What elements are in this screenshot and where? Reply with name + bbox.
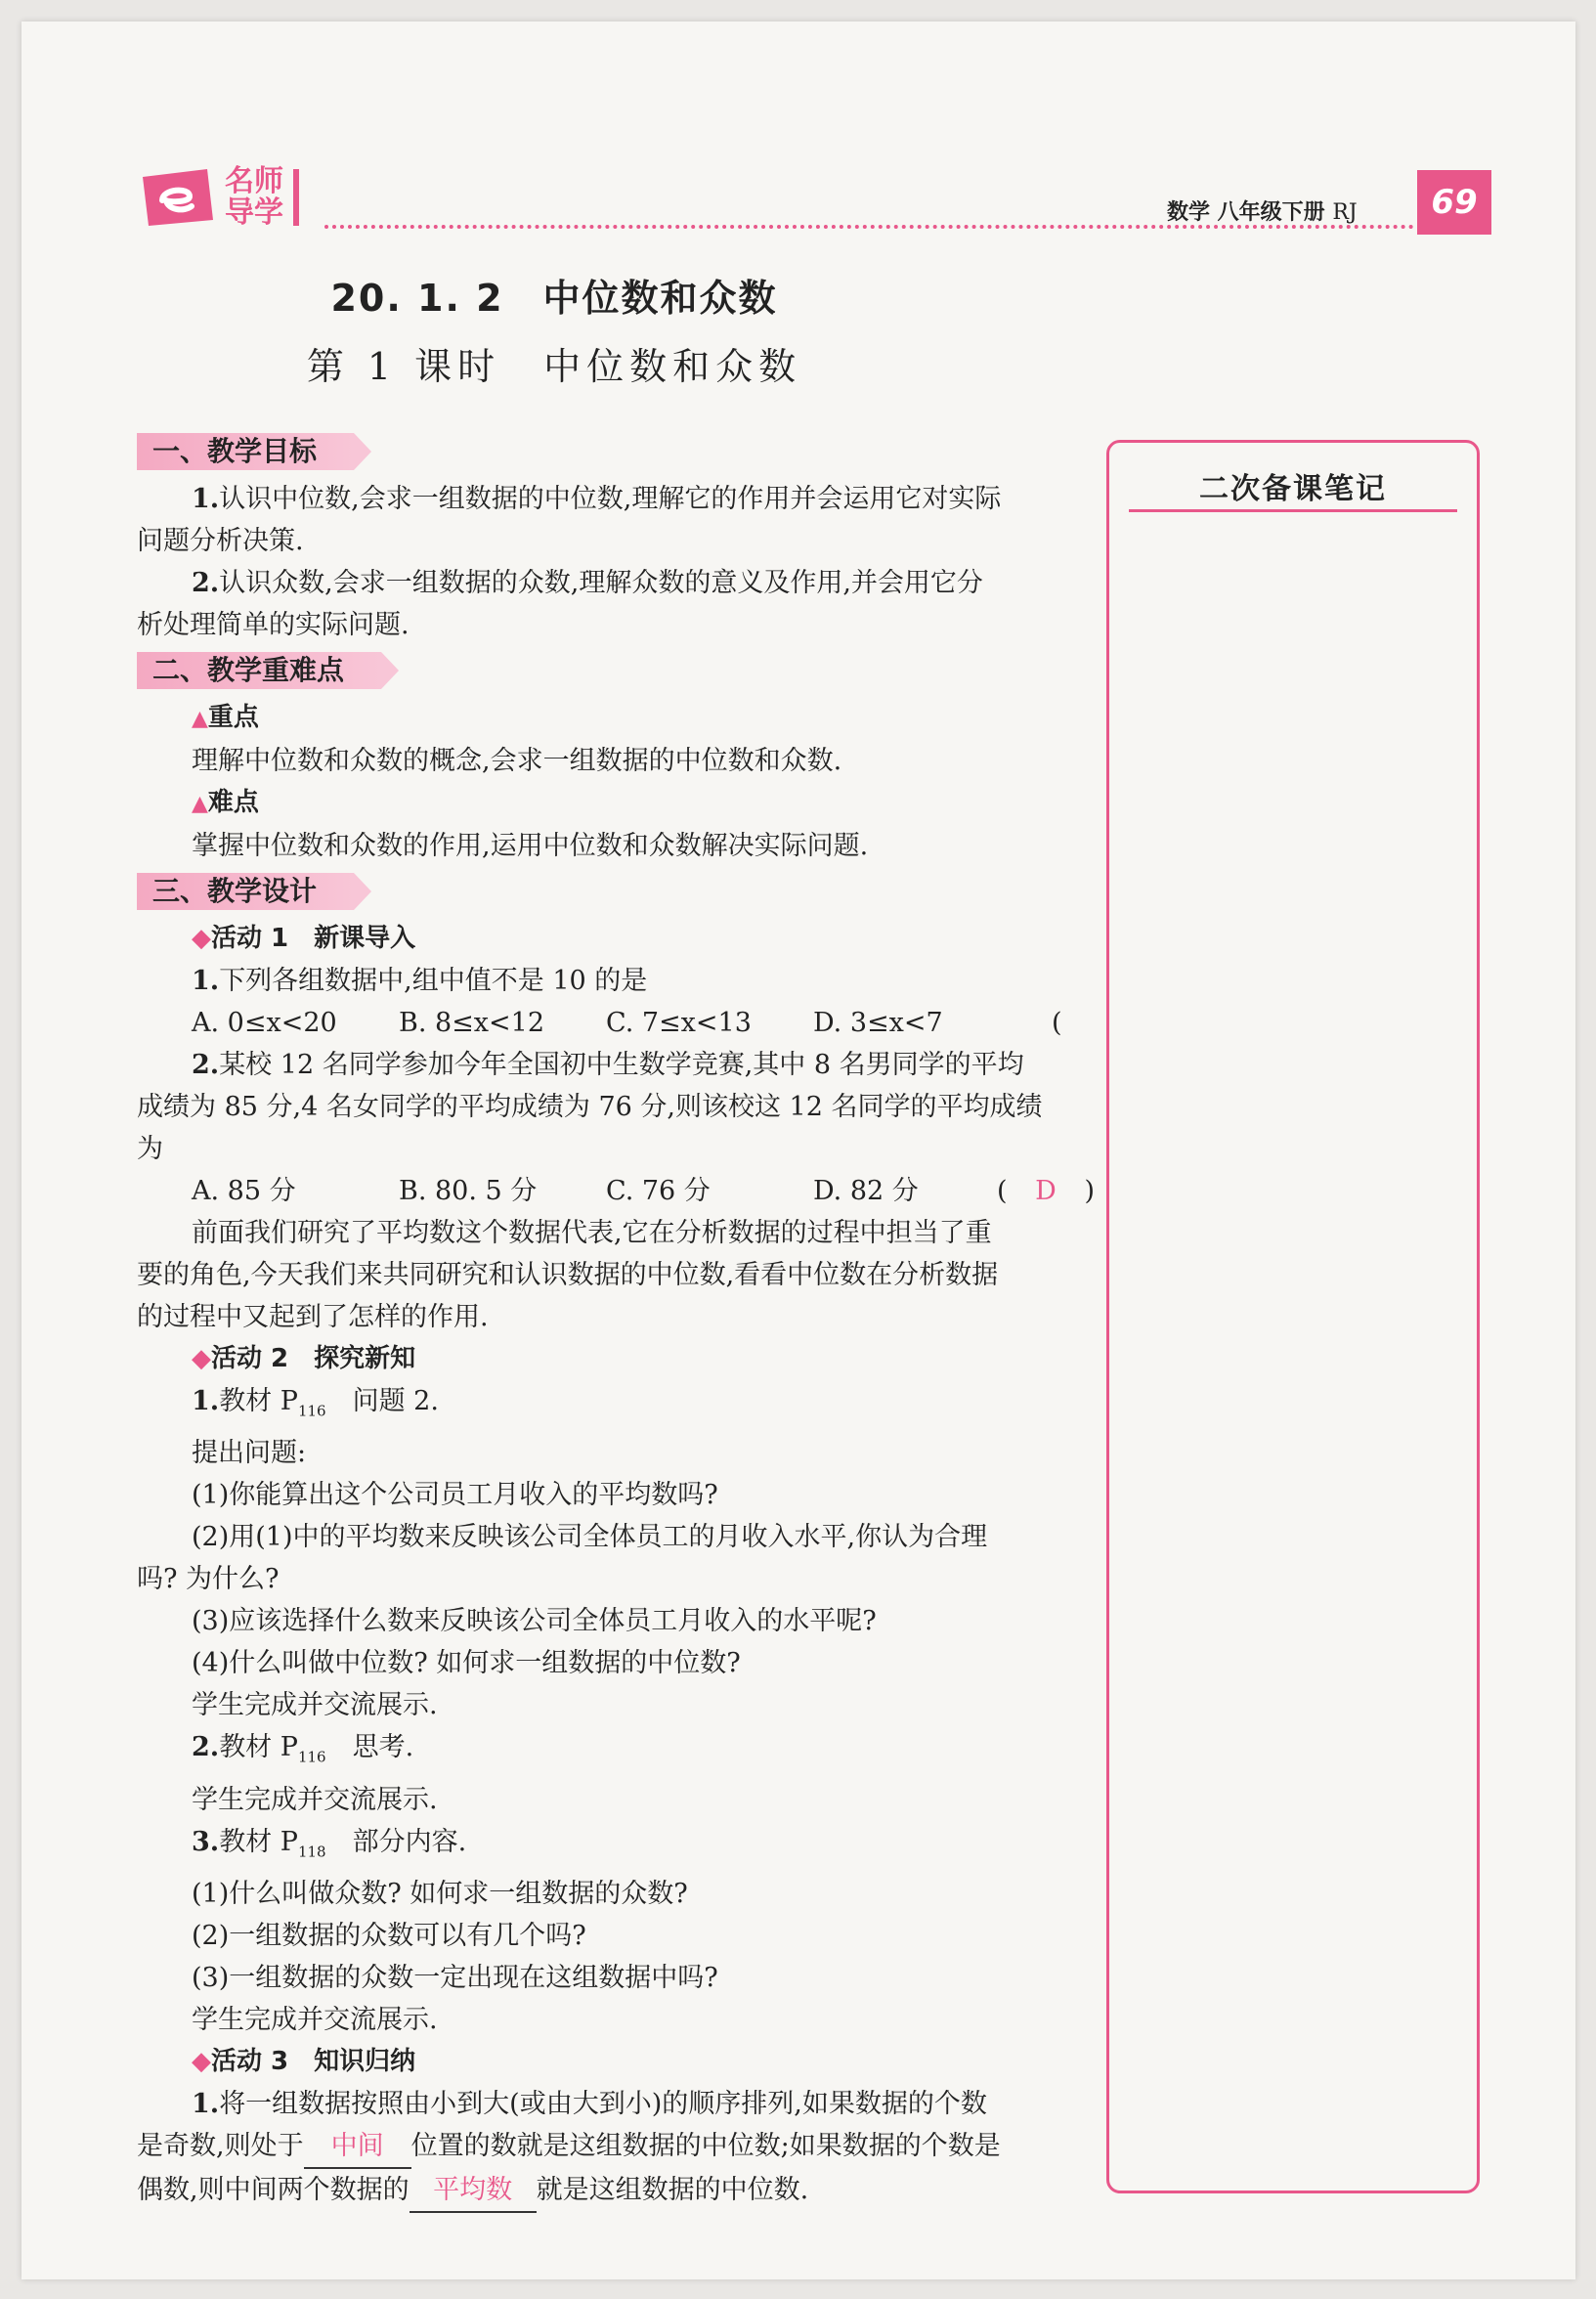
- section-heading-design: 三、教学设计: [137, 871, 1095, 912]
- answer-bracket: ( D ): [997, 1176, 1095, 1206]
- page: [22, 22, 1575, 2279]
- key-text: 理解中位数和众数的概念,会求一组数据的中位数和众数.: [192, 746, 842, 776]
- question-text: (3)一组数据的众数一定出现在这组数据中吗?: [192, 1963, 718, 1994]
- difficulty-text: 掌握中位数和众数的作用,运用中位数和众数解决实际问题.: [192, 831, 869, 861]
- summary-1-cont: 是奇数,则处于 中间 位置的数就是这组数据的中位数;如果数据的个数是: [137, 2125, 1095, 2169]
- option-a: A. 0≤x<20: [192, 1008, 337, 1038]
- option-b: B. 8≤x<12: [399, 1008, 545, 1038]
- publisher-logo: [137, 166, 299, 229]
- question-text: (4)什么叫做中位数? 如何求一组数据的中位数?: [192, 1648, 741, 1679]
- answer-blank: 中间: [304, 2125, 411, 2169]
- main-content: [137, 427, 1095, 2213]
- triangle-icon: ▲: [192, 792, 208, 816]
- header-subject: [1167, 195, 1358, 226]
- question-1: 1.下列各组数据中,组中值不是 10 的是 (: [137, 960, 1095, 1002]
- goal-2-cont: 析处理简单的实际问题.: [137, 610, 410, 640]
- lesson-title: 第 1 课时 中位数和众数: [306, 345, 802, 388]
- diamond-icon: ◆: [192, 2047, 211, 2077]
- question-2-cont: 成绩为 85 分,4 名女同学的平均成绩为 76 分,则该校这 12 名同学的平均成绩: [137, 1092, 1043, 1122]
- question-text: (3)应该选择什么数来反映该公司全体员工月收入的水平呢?: [192, 1606, 877, 1637]
- item-3: 3.教材 $P_{118}$ 部分内容.: [192, 1826, 467, 1861]
- subject-label: 数学 八年级下册: [1167, 200, 1325, 225]
- question-1-options: [137, 1002, 1095, 1044]
- key-label: ▲重点: [192, 703, 259, 732]
- question-text: (1)你能算出这个公司员工月收入的平均数吗?: [192, 1480, 718, 1511]
- question-text: (2)用(1)中的平均数来反映该公司全体员工的月收入水平,你认为合理: [192, 1522, 988, 1553]
- item-2: 2.教材 $P_{116}$ 思考.: [192, 1732, 414, 1766]
- goal-1-cont: 问题分析决策.: [137, 526, 304, 556]
- option-c: C. 76 分: [606, 1176, 711, 1206]
- summary-1: 1.将一组数据按照由小到大(或由大到小)的顺序排列,如果数据的个数: [192, 2089, 987, 2120]
- question-2-options: [137, 1170, 1095, 1212]
- option-d: D. 3≤x<7: [813, 1008, 943, 1038]
- diamond-icon: ◆: [192, 1344, 211, 1373]
- activity-3-heading: ◆活动 3 知识归纳: [192, 2047, 416, 2077]
- question-text-cont: 吗? 为什么?: [137, 1564, 280, 1595]
- intro-paragraph-cont: 要的角色,今天我们来共同研究和认识数据的中位数,看看中位数在分析数据: [137, 1260, 999, 1290]
- logo-line1: 名师: [225, 164, 283, 198]
- goal-1: 1.认识中位数,会求一组数据的中位数,理解它的作用并会运用它对实际: [192, 484, 1002, 514]
- question-text: (2)一组数据的众数可以有几个吗?: [192, 1921, 586, 1952]
- page-number: 69: [1417, 170, 1491, 235]
- student-task: 学生完成并交流展示.: [192, 1784, 438, 1815]
- question-2-end: 为 ( D ): [137, 1128, 1095, 1170]
- section-heading-keypoints: 二、教学重难点: [137, 650, 1095, 691]
- option-d: D. 82 分: [813, 1176, 919, 1206]
- option-c: C. 7≤x<13: [606, 1008, 752, 1038]
- notes-panel-title: 二次备课笔记: [1199, 472, 1387, 506]
- activity-2-heading: ◆活动 2 探究新知: [192, 1344, 416, 1373]
- student-task: 学生完成并交流展示.: [192, 2005, 438, 2036]
- notes-panel: [1106, 440, 1480, 2193]
- activity-1-heading: ◆活动 1 新课导入: [192, 924, 416, 953]
- logo-line2: 导学: [225, 195, 283, 230]
- answer-bracket: (: [1052, 1008, 1062, 1038]
- notes-title-underline: [1129, 509, 1457, 512]
- difficulty-label: ▲难点: [192, 788, 259, 817]
- option-a: A. 85 分: [192, 1176, 296, 1206]
- item-1: 1.教材 $P_{116}$ 问题 2.: [192, 1386, 439, 1420]
- logo-divider: [293, 169, 299, 226]
- intro-paragraph-end: 的过程中又起到了怎样的作用.: [137, 1302, 489, 1332]
- goal-2: 2.认识众数,会求一组数据的众数,理解众数的意义及作用,并会用它分: [192, 568, 983, 598]
- raise-questions: 提出问题:: [192, 1438, 307, 1469]
- question-2: 2.某校 12 名同学参加今年全国初中生数学竞赛,其中 8 名男同学的平均: [192, 1050, 1024, 1080]
- option-b: B. 80. 5 分: [399, 1176, 538, 1206]
- summary-1-end: 偶数,则中间两个数据的 平均数 就是这组数据的中位数.: [137, 2169, 1095, 2213]
- intro-paragraph: 前面我们研究了平均数这个数据代表,它在分析数据的过程中担当了重: [192, 1218, 992, 1248]
- edition-label: RJ: [1332, 200, 1358, 225]
- question-text: (1)什么叫做众数? 如何求一组数据的众数?: [192, 1879, 688, 1910]
- logo-e-icon: [137, 167, 217, 228]
- student-task: 学生完成并交流展示.: [192, 1690, 438, 1721]
- diamond-icon: ◆: [192, 924, 211, 953]
- answer-blank: 平均数: [410, 2169, 537, 2213]
- section-heading-goals: 一、教学目标: [137, 431, 1095, 472]
- section-title: 20. 1. 2 中位数和众数: [330, 277, 778, 320]
- triangle-icon: ▲: [192, 707, 208, 731]
